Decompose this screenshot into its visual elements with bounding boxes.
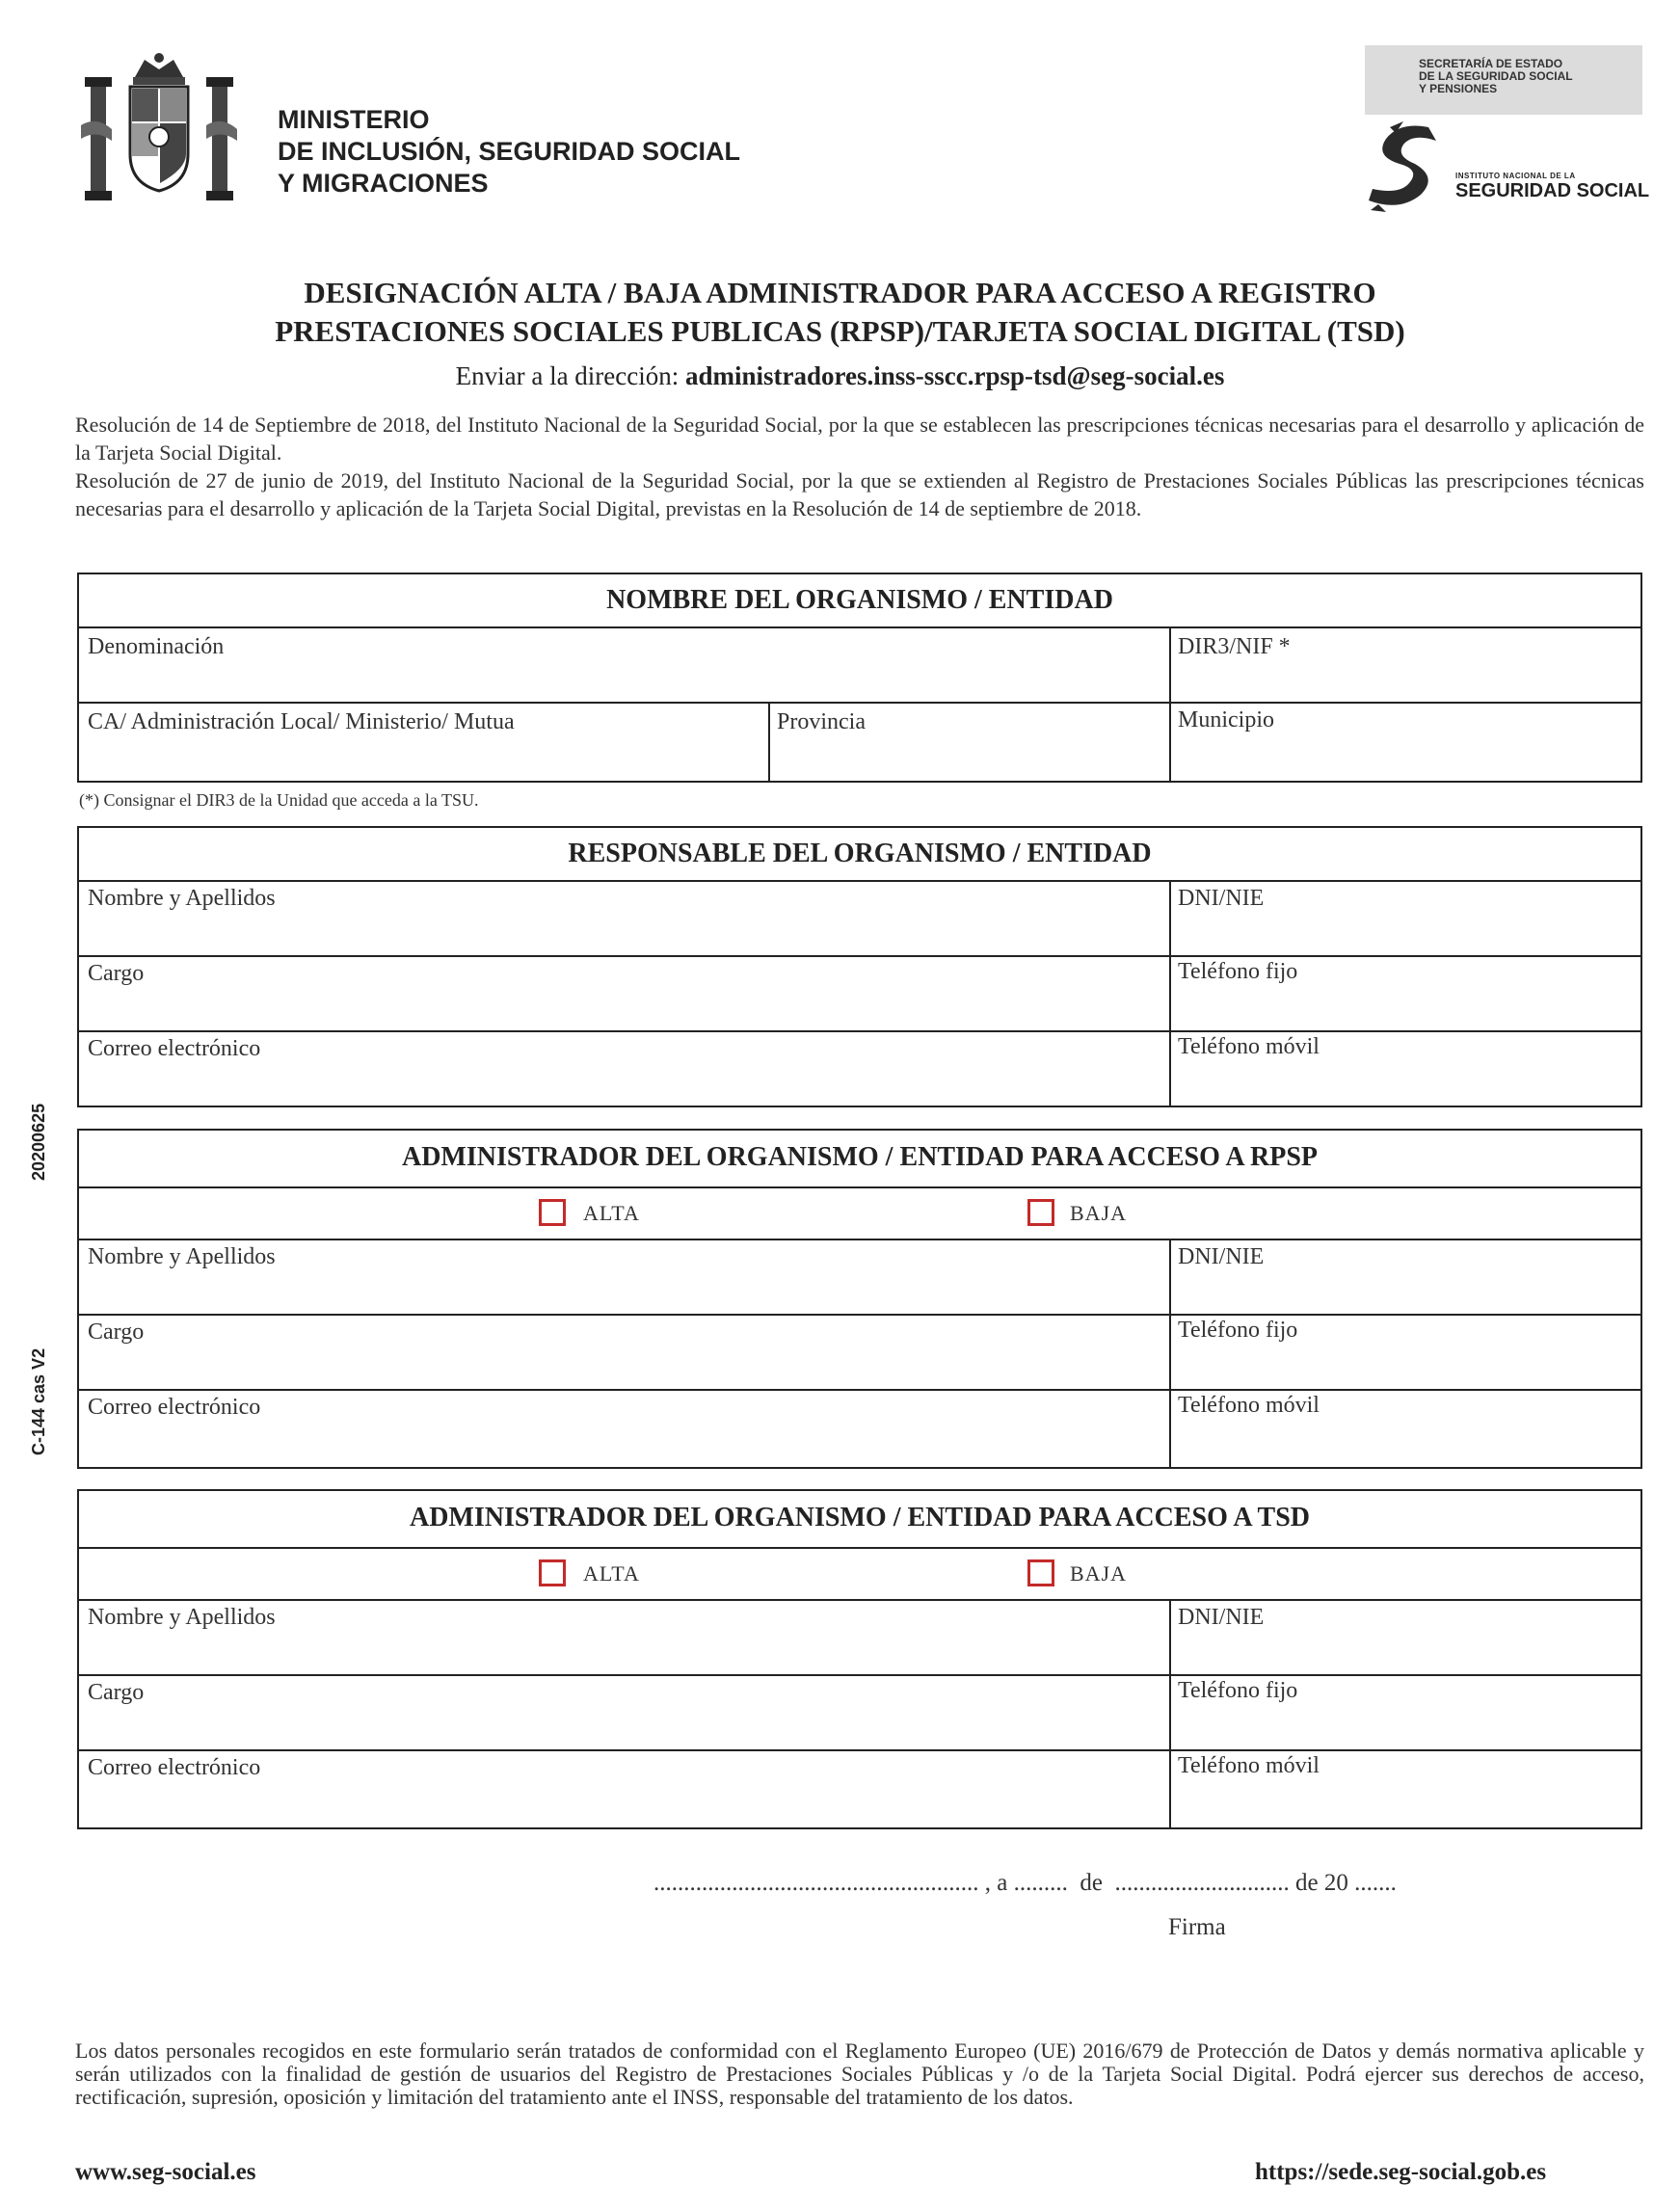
send-to-prefix: Enviar a la dirección: [455, 361, 685, 390]
admin-rpsp-telefono-fijo-field[interactable]: Teléfono fijo [1178, 1318, 1298, 1343]
responsable-nombre-field[interactable]: Nombre y Apellidos [88, 886, 276, 911]
resolution-1: Resolución de 14 de Septiembre de 2018, del Instituto Nacional de la Seguridad Social, por la que se establecen las prescripciones técnicas necesarias para el desarrollo y aplicación de la Tarjeta Social Digital. [75, 413, 1644, 465]
dir3-nif-field[interactable]: DIR3/NIF * [1178, 634, 1291, 659]
admin-tsd-table [77, 1489, 1642, 1829]
firma-label: Firma [1168, 1914, 1226, 1940]
side-date-code: 20200625 [29, 1103, 48, 1181]
admin-tsd-telefono-fijo-field[interactable]: Teléfono fijo [1178, 1678, 1298, 1703]
secretaria-line: SECRETARÍA DE ESTADO [1419, 57, 1563, 70]
form-title-line-1: DESIGNACIÓN ALTA / BAJA ADMINISTRADOR PARA ACCESO A REGISTRO [304, 276, 1376, 309]
place-dots[interactable]: ...................................................... [653, 1870, 979, 1896]
admin-tsd-alta-label: ALTA [583, 1561, 640, 1586]
admin-rpsp-nombre-field[interactable]: Nombre y Apellidos [88, 1244, 276, 1269]
ca-administracion-field[interactable]: CA/ Administración Local/ Ministerio/ Mutua [88, 709, 515, 734]
municipio-field[interactable]: Municipio [1178, 707, 1274, 733]
responsable-table [77, 826, 1642, 1107]
ministry-line: MINISTERIO [278, 105, 430, 134]
provincia-field[interactable]: Provincia [777, 709, 866, 734]
admin-tsd-telefono-movil-field[interactable]: Teléfono móvil [1178, 1753, 1320, 1778]
form-title-line-2: PRESTACIONES SOCIALES PUBLICAS (RPSP)/TARJETA SOCIAL DIGITAL (TSD) [275, 314, 1405, 348]
send-to-email: administradores.inss-sscc.rpsp-tsd@seg-social.es [685, 361, 1225, 390]
admin-tsd-cargo-field[interactable]: Cargo [88, 1680, 145, 1705]
admin-rpsp-cargo-field[interactable]: Cargo [88, 1319, 145, 1345]
admin-rpsp-alta-label: ALTA [583, 1201, 640, 1225]
year-dots[interactable]: ....... [1354, 1870, 1397, 1896]
ministry-line: DE INCLUSIÓN, SEGURIDAD SOCIAL [278, 137, 741, 166]
secretaria-line: Y PENSIONES [1419, 82, 1498, 95]
seguridad-social-logo-icon [1361, 120, 1453, 216]
inss-big-text: SEGURIDAD SOCIAL [1455, 180, 1650, 201]
resolution-2: Resolución de 27 de junio de 2019, del Instituto Nacional de la Seguridad Social, por la que se extienden al Registro de Prestaciones Sociales Públicas las prescripciones técnicas necesarias para el desarrollo y aplicación de la Tarjeta Social Digital, previstas en la Resolución de 14 de septiembre de 2018. [75, 468, 1644, 520]
responsable-dni-field[interactable]: DNI/NIE [1178, 886, 1265, 911]
de-text: de [1080, 1870, 1103, 1896]
inss-small-text: INSTITUTO NACIONAL DE LA [1455, 172, 1576, 180]
dir3-footnote: (*) Consignar el DIR3 de la Unidad que acceda a la TSU. [79, 790, 479, 810]
inss-logo-text [1455, 172, 1649, 202]
organismo-table [77, 573, 1642, 783]
responsable-cargo-field[interactable]: Cargo [88, 961, 145, 986]
responsable-correo-field[interactable]: Correo electrónico [88, 1036, 261, 1061]
responsable-heading: RESPONSABLE DEL ORGANISMO / ENTIDAD [568, 839, 1152, 868]
admin-rpsp-dni-field[interactable]: DNI/NIE [1178, 1244, 1265, 1269]
denominacion-field[interactable]: Denominación [88, 634, 225, 659]
responsable-telefono-fijo-field[interactable]: Teléfono fijo [1178, 959, 1298, 984]
secretaria-text [1419, 58, 1573, 95]
responsable-telefono-movil-field[interactable]: Teléfono móvil [1178, 1034, 1320, 1059]
admin-tsd-baja-label: BAJA [1070, 1561, 1128, 1586]
admin-rpsp-table [77, 1129, 1642, 1469]
organismo-heading: NOMBRE DEL ORGANISMO / ENTIDAD [606, 585, 1113, 615]
admin-tsd-dni-field[interactable]: DNI/NIE [1178, 1605, 1265, 1630]
admin-rpsp-correo-field[interactable]: Correo electrónico [88, 1395, 261, 1420]
admin-rpsp-baja-checkbox[interactable] [1027, 1199, 1054, 1226]
admin-tsd-alta-checkbox[interactable] [539, 1559, 566, 1586]
admin-rpsp-alta-checkbox[interactable] [539, 1199, 566, 1226]
de-20-text: de 20 [1294, 1870, 1348, 1896]
admin-tsd-nombre-field[interactable]: Nombre y Apellidos [88, 1605, 276, 1630]
admin-rpsp-telefono-movil-field[interactable]: Teléfono móvil [1178, 1393, 1320, 1418]
signature-place-date-line [653, 1870, 1397, 1897]
send-to-line [0, 361, 1680, 391]
secretaria-line: DE LA SEGURIDAD SOCIAL [1419, 69, 1573, 83]
ministry-name [278, 104, 740, 200]
admin-tsd-heading: ADMINISTRADOR DEL ORGANISMO / ENTIDAD PARA ACCESO A TSD [409, 1503, 1310, 1532]
month-dots[interactable]: ............................. [1114, 1870, 1290, 1896]
side-form-code: C-144 cas V2 [29, 1347, 48, 1455]
admin-tsd-baja-checkbox[interactable] [1027, 1559, 1054, 1586]
day-dots[interactable]: ......... [1013, 1870, 1068, 1896]
ministry-line: Y MIGRACIONES [278, 169, 489, 198]
coat-of-arms-icon [77, 48, 241, 212]
admin-rpsp-heading: ADMINISTRADOR DEL ORGANISMO / ENTIDAD PARA ACCESO A RPSP [401, 1142, 1319, 1172]
a-text: , a [984, 1870, 1008, 1896]
footer-url-left[interactable]: www.seg-social.es [75, 2159, 256, 2185]
footer-url-right[interactable]: https://sede.seg-social.gob.es [1255, 2159, 1547, 2185]
privacy-notice: Los datos personales recogidos en este formulario serán tratados de conformidad con el Reglamento Europeo (UE) 2016/679 de Protección de Datos y demás normativa aplicable y serán utilizados con la finalidad de gestión de usuarios del Registro de Prestaciones Sociales Públicas y /o de la Tarjeta Social Digital. Podrá ejercer sus derechos de acceso, rectificación, supresión, oposición y limitación del tratamiento ante el INSS, responsable del tratamiento de los datos. [75, 2039, 1644, 2109]
admin-rpsp-baja-label: BAJA [1070, 1201, 1128, 1225]
admin-tsd-correo-field[interactable]: Correo electrónico [88, 1755, 261, 1780]
